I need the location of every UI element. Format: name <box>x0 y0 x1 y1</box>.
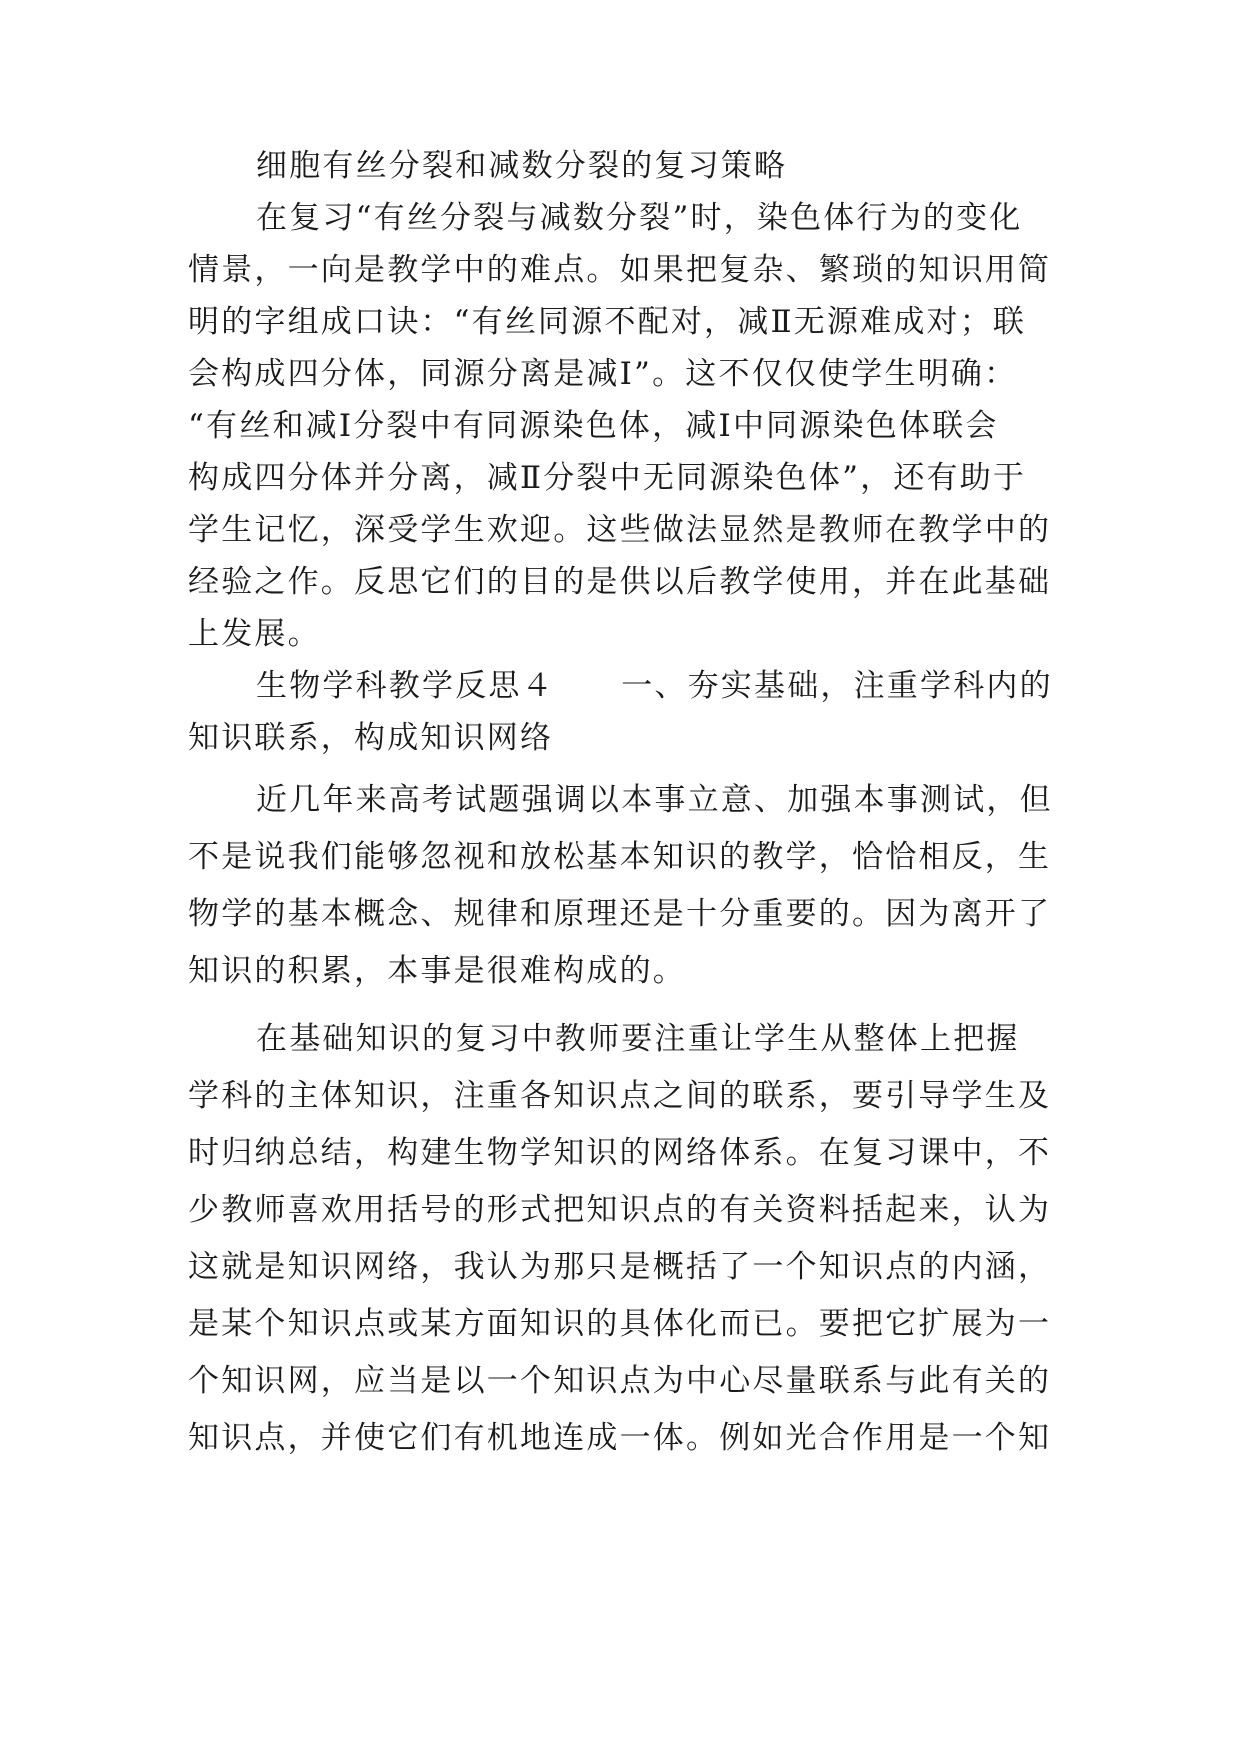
paragraph-2-line-2: 不是说我们能够忽视和放松基本知识的教学，恰恰相反，生 <box>188 839 1052 875</box>
paragraph-3-line-1: 在基础知识的复习中教师要注重让学生从整体上把握 <box>256 1021 1020 1057</box>
paragraph-3-line-3: 时归纳总结，构建生物学知识的网络体系。在复习课中，不 <box>188 1135 1052 1171</box>
paragraph-2-line-1: 近几年来高考试题强调以本事立意、加强本事测试，但 <box>256 782 1053 818</box>
paragraph-3-line-5: 这就是知识网络，我认为那只是概括了一个知识点的内涵， <box>188 1249 1052 1285</box>
paragraph-3-line-6: 是某个知识点或某方面知识的具体化而已。要把它扩展为一 <box>188 1306 1052 1342</box>
paragraph-1-line-3: 明的字组成口诀：“有丝同源不配对，减Ⅱ无源难成对；联 <box>188 304 1027 340</box>
paragraph-1-line-8: 经验之作。反思它们的目的是供以后教学使用，并在此基础 <box>188 564 1052 600</box>
paragraph-1-line-2: 情景，一向是教学中的难点。如果把复杂、繁琐的知识用简 <box>188 252 1052 288</box>
section-heading-line-2: 知识联系，构成知识网络 <box>188 720 554 756</box>
paragraph-1-line-5: “有丝和减Ⅰ分裂中有同源染色体，减Ⅰ中同源染色体联会 <box>188 408 999 444</box>
paragraph-1-line-9: 上发展。 <box>188 616 321 652</box>
paragraph-3-line-2: 学科的主体知识，注重各知识点之间的联系，要引导学生及 <box>188 1078 1052 1114</box>
paragraph-2-line-4: 知识的积累，本事是很难构成的。 <box>188 953 686 989</box>
paragraph-2-line-3: 物学的基本概念、规律和原理还是十分重要的。因为离开了 <box>188 896 1052 932</box>
paragraph-1-line-6: 构成四分体并分离，减Ⅱ分裂中无同源染色体”，还有助于 <box>188 460 1027 496</box>
section-heading-line-1: 生物学科教学反思４ 一、夯实基础，注重学科内的 <box>256 668 1053 704</box>
paragraph-3-line-7: 个知识网，应当是以一个知识点为中心尽量联系与此有关的 <box>188 1363 1052 1399</box>
paragraph-1-line-7: 学生记忆，深受学生欢迎。这些做法显然是教师在教学中的 <box>188 512 1052 548</box>
paragraph-1-line-4: 会构成四分体，同源分离是减Ⅰ”。这不仅仅使学生明确： <box>188 356 1018 392</box>
document-title: 细胞有丝分裂和减数分裂的复习策略 <box>256 148 788 184</box>
paragraph-1-line-1: 在复习“有丝分裂与减数分裂”时，染色体行为的变化 <box>256 200 1023 236</box>
paragraph-3-line-4: 少教师喜欢用括号的形式把知识点的有关资料括起来，认为 <box>188 1192 1052 1228</box>
paragraph-3-line-8: 知识点，并使它们有机地连成一体。例如光合作用是一个知 <box>188 1420 1052 1456</box>
